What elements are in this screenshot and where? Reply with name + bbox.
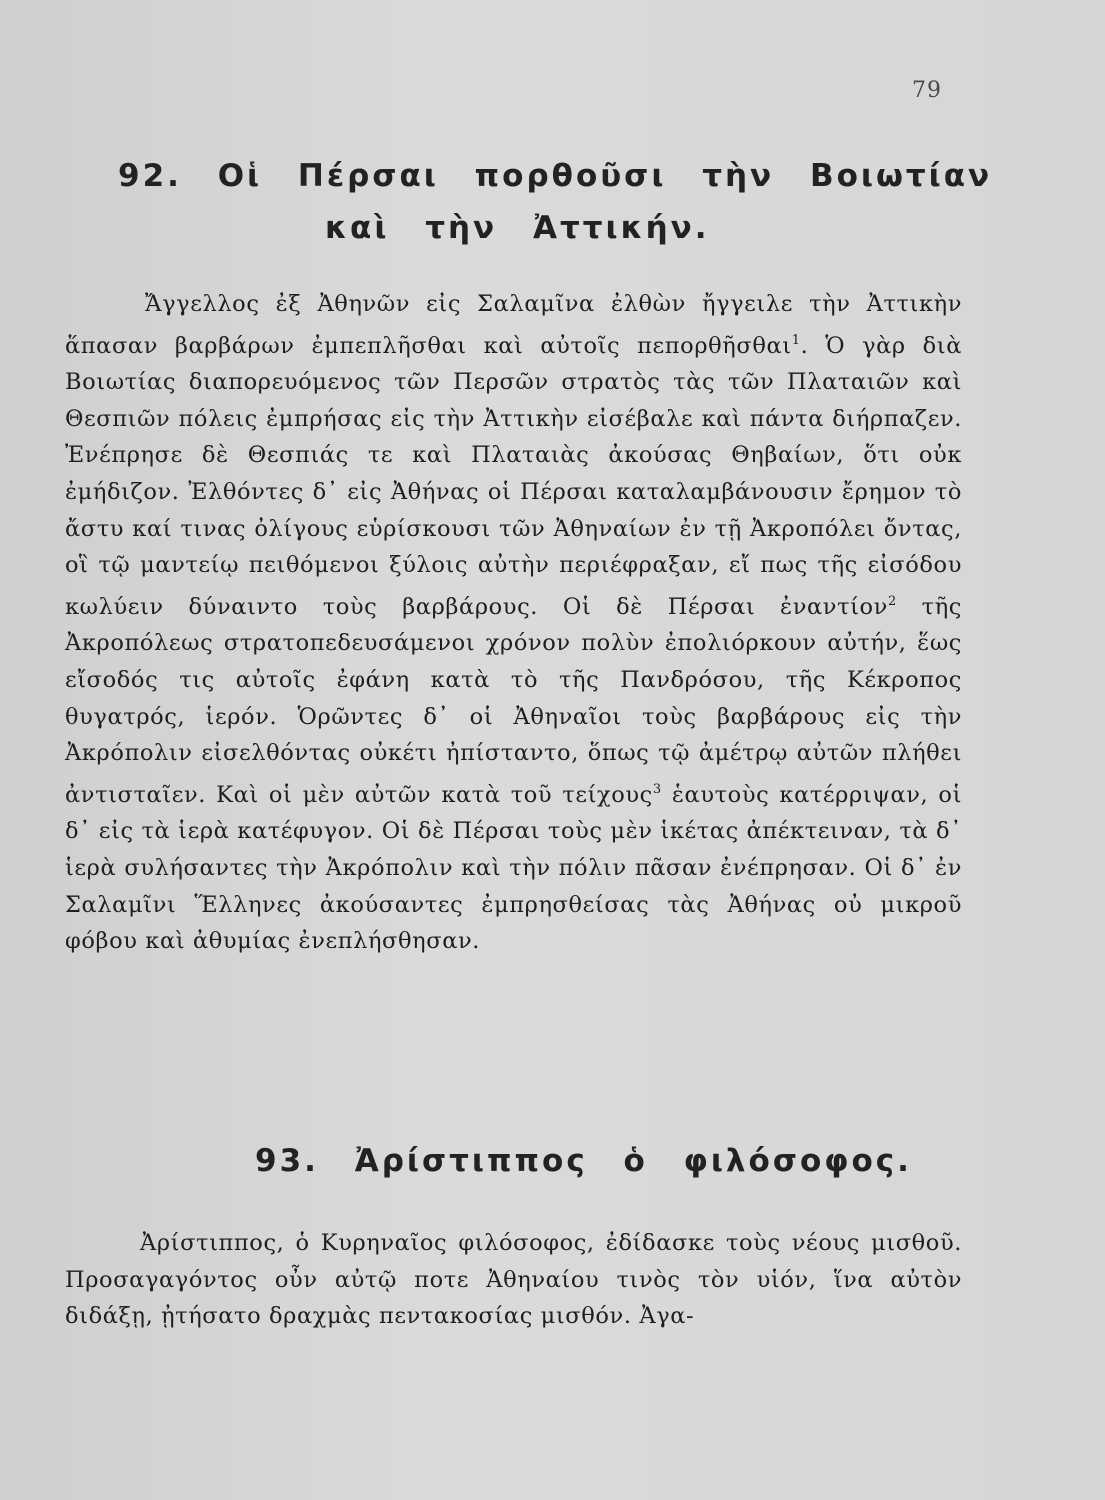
- footnote-marker: 1: [791, 332, 801, 348]
- footnote-marker: 2: [887, 593, 897, 609]
- body-text: τῆς Ἀκροπόλεως στρατοπεδευσάμενοι χρόνον πολὺν ἐπολιόρκουν αὐτήν, ἕως εἴσοδός τις αὐτοῖς ἐφάνη κατὰ τὸ τῆς Πανδρόσου, τῆς Κέκροπος θυγατρός, ἱερόν. Ὁρῶντες δ᾿ οἱ Ἀθηναῖοι τοὺς βαρβάρους εἰς τὴν Ἀκρόπολιν εἰσελθόντας οὐκέτι ἠπίσταντο, ὅπως τῷ ἀμέτρῳ αὐτῶν πλήθει ἀντισταῖεν. Καὶ οἱ μὲν αὐτῶν κατὰ τοῦ τείχους: [65, 593, 962, 808]
- page-number: 79: [912, 78, 942, 103]
- body-text: . Ὁ γὰρ διὰ Βοιωτίας διαπορευόμενος τῶν Περσῶν στρατὸς τὰς τῶν Πλαταιῶν καὶ Θεσπιῶν πόλεις ἐμπρήσας εἰς τὴν Ἀττικὴν εἰσέβαλε καὶ πάντα διήρπαζεν. Ἐνέπρησε δὲ Θεσπιάς τε καὶ Πλαταιὰς ἀκούσας Θηβαίων, ὅτι οὐκ ἐμήδιζον. Ἐλθόντες δ᾿ εἰς Ἀθήνας οἱ Πέρσαι καταλαμβάνουσιν ἔρημον τὸ ἄστυ καί τινας ὀλίγους εὑρίσκουσι τῶν Ἀθηναίων ἐν τῇ Ἀκροπόλει ὄντας, οἳ τῷ μαντείῳ πειθόμενοι ξύλοις αὐτὴν περιέφραξαν, εἴ πως τῆς εἰσόδου κωλύειν δύναιντο τοὺς βαρβάρους. Οἱ δὲ Πέρσαι ἐναντίον: [65, 332, 962, 620]
- section-92-body: [65, 286, 962, 960]
- body-text: Ἄγγελλος ἐξ Ἀθηνῶν εἰς Σαλαμῖνα ἐλθὼν ἤγγειλε τὴν Ἀττικὴν ἅπασαν βαρβάρων ἐμπεπλῆσθαι καὶ αὐτοῖς πεπορθῆσθαι: [65, 291, 962, 359]
- footnote-marker: 3: [652, 781, 662, 797]
- section-92-title-line-2: καὶ τὴν Ἀττικήν.: [325, 210, 710, 246]
- section-92-title-line-1: 92. Οἱ Πέρσαι πορθοῦσι τὴν Βοιωτίαν: [118, 158, 993, 194]
- section-93-title: 93. Ἀρίστιππος ὁ φιλόσοφος.: [255, 1143, 912, 1179]
- section-93-body: Ἀρίστιππος, ὁ Κυρηναῖος φιλόσοφος, ἐδίδασκε τοὺς νέους μισθοῦ. Προσαγαγόντος οὖν αὐτῷ ποτε Ἀθηναίου τινὸς τὸν υἱόν, ἵνα αὐτὸν διδάξῃ, ᾐτήσατο δραχμὰς πεντακοσίας μισθόν. Ἀγα-: [65, 1230, 962, 1330]
- body-text: ἑαυτοὺς κατέρριψαν, οἱ δ᾿ εἰς τὰ ἱερὰ κατέφυγον. Οἱ δὲ Πέρσαι τοὺς μὲν ἱκέτας ἀπέκτειναν, τὰ δ᾿ ἱερὰ συλήσαντες τὴν Ἀκρόπολιν καὶ τὴν πόλιν πᾶσαν ἐνέπρησαν. Οἱ δ᾿ ἐν Σαλαμῖνι Ἕλληνες ἀκούσαντες ἐμπρησθείσας τὰς Ἀθήνας οὐ μικροῦ φόβου καὶ ἀθυμίας ἐνεπλήσθησαν.: [65, 781, 962, 955]
